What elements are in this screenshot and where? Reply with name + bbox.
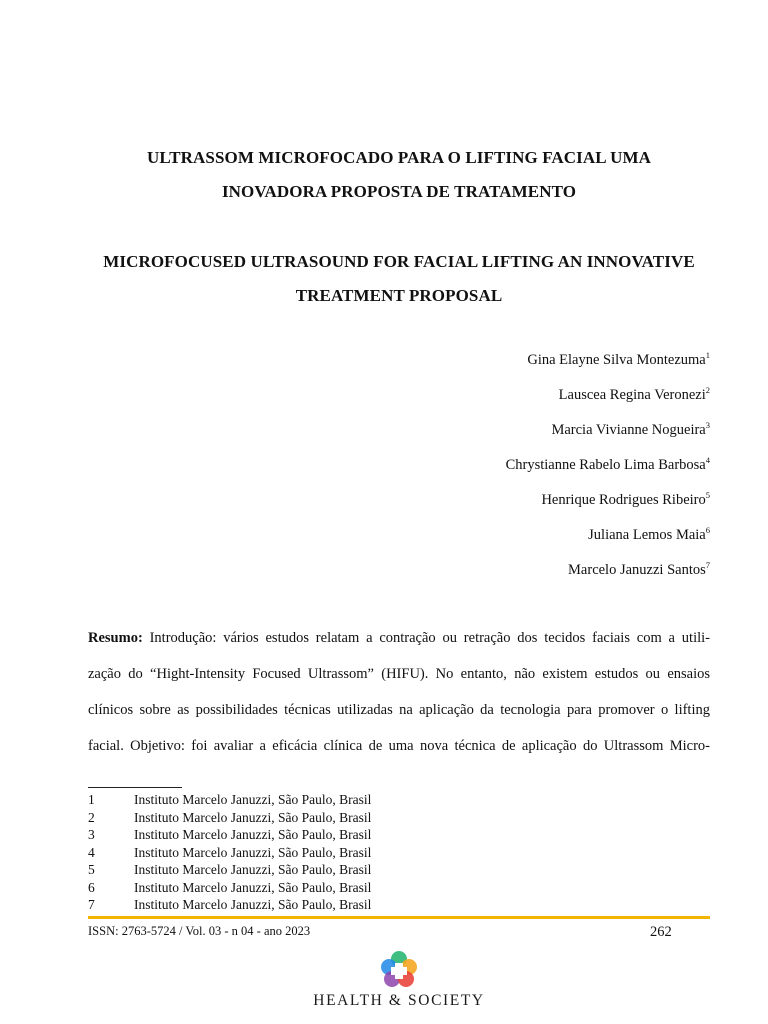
title-english-line-1: MICROFOCUSED ULTRASOUND FOR FACIAL LIFTING AN INNOVATIVE [103, 252, 695, 271]
abstract-label: Resumo: [88, 630, 143, 646]
footnote-separator [88, 787, 182, 788]
title-portuguese-line-1: ULTRASSOM MICROFOCADO PARA O LIFTING FACIAL UMA [146, 148, 652, 167]
page-number: 262 [650, 924, 672, 940]
title-portuguese-line-2: INOVADORA PROPOSTA DE TRATAMENTO [221, 182, 577, 201]
author-item: Gina Elayne Silva Montezuma$^1$ [527, 350, 710, 368]
abstract-line: facial. Objetivo: foi avaliar a eficácia clínica de uma nova técnica de aplicação do Ultrassom Micro- [88, 738, 710, 754]
brand-name: HEALTH & SOCIETY [313, 992, 485, 1009]
author-item: Lauscea Regina Veronezi$^2$ [558, 385, 710, 403]
health-society-logo-icon [378, 950, 420, 990]
abstract-line: clínicos sobre as possibilidades técnicas utilizadas na aplicação da tecnologia para promover o lifting [88, 702, 710, 718]
abstract-line: Resumo: Introdução: vários estudos relatam a contração ou retração dos tecidos faciais com a utili- [88, 630, 710, 646]
title-english-line-2: TREATMENT PROPOSAL [295, 286, 503, 305]
issn-text: ISSN: 2763-5724 / Vol. 03 - n 04 - ano 2023 [88, 924, 311, 938]
author-item: Marcia Vivianne Nogueira$^3$ [551, 420, 710, 438]
footer-rule [88, 916, 710, 919]
author-item: Marcelo Januzzi Santos$^7$ [568, 560, 710, 578]
author-item: Chrystianne Rabelo Lima Barbosa$^4$ [505, 455, 710, 473]
journal-page: ULTRASSOM MICROFOCADO PARA O LIFTING FACIAL UMA INOVADORA PROPOSTA DE TRATAMENTO MICROFOCUSED ULTRASOUND FOR FACIAL LIFTING AN INNOVATIVE TREATMENT PROPOSAL Gina Elayne Silva Montezuma$^1$ Lauscea Regina Veronezi$^2$ Marcia Vivianne Nogueira$^3$ Chrystianne Rabelo Lima Barbosa$^4$ Henrique Rodrigues Ribeiro$^5$ Juliana Lemos Maia$^6$ Marcelo Januzzi Santos$^7$ Resumo: Introdução: vários estudos relatam a contração ou retração dos tecidos faciais com a utili- zação do “Hight-Intensity Focused Ultrassom” (HIFU). No entanto, não existem estudos ou ensaios clínicos sobre as possibilidades técnicas utilizadas na aplicação da tecnologia para promover o lifting facial. Objetivo: foi avaliar a eficácia clínica de uma nova técnica de aplicação do Ultrassom Micro- 1 Instituto Marcelo Januzzi, São Paulo, Brasil 2 Instituto Marcelo Januzzi, São Paulo, Brasil 3 Instituto Marcelo Januzzi, São Paulo, Brasil 4 Instituto Marcelo Januzzi, São Paulo, Brasil 5 Instituto Marcelo Januzzi, São Paulo, Brasil 6 Instituto Marcelo Januzzi, São Paulo, Brasil 7 Instituto Marcelo Januzzi, São Paulo, Brasil ISSN: 2763-5724 / Vol. 03 - n 04 - ano 2023 262 HEALTH & SOCIETY [88, 148, 710, 1009]
abstract-line: zação do “Hight-Intensity Focused Ultrassom” (HIFU). No entanto, não existem estudos ou ensaios [88, 666, 710, 682]
author-item: Henrique Rodrigues Ribeiro$^5$ [541, 490, 710, 508]
author-item: Juliana Lemos Maia$^6$ [588, 525, 710, 543]
